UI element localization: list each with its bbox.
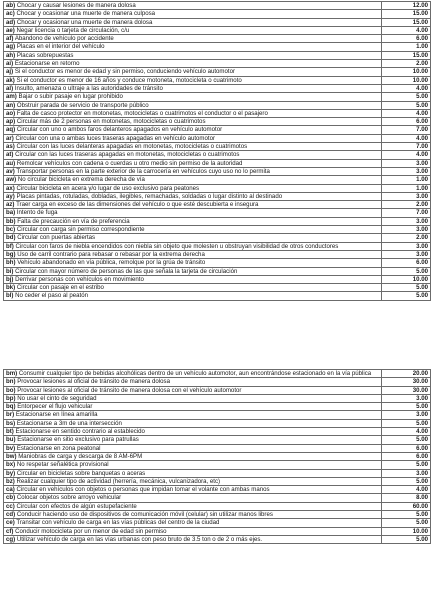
- fine-description-cell: [4, 469, 382, 477]
- fine-description-cell: [4, 201, 382, 209]
- fine-amount: 3.00: [382, 192, 431, 200]
- fine-description: Falta de precaución en vía de preferencia: [17, 217, 130, 225]
- fine-code: ak): [6, 76, 15, 84]
- fine-code: ba): [6, 209, 16, 217]
- fine-description-cell: [4, 292, 382, 300]
- fine-description: Provocar lesiones al oficial de tránsito de manera dolosa: [17, 378, 170, 386]
- fine-row: [4, 2, 431, 10]
- fine-description-cell: [4, 10, 382, 18]
- fine-code: aj): [6, 68, 14, 76]
- fine-code: bz): [6, 477, 15, 485]
- fine-amount: 5.00: [382, 267, 431, 275]
- fine-code: cb): [6, 494, 16, 502]
- fine-description: Circular con puertas abiertas: [17, 234, 96, 242]
- fine-description: Transitar con vehículo de carga en las vías públicas del centro de la ciudad: [16, 519, 220, 527]
- fine-code: az): [6, 201, 15, 209]
- fine-description-cell: [4, 275, 382, 283]
- fine-row: [4, 250, 431, 258]
- fine-description: No usar el cinto de seguridad: [17, 394, 97, 402]
- fine-row: [4, 126, 431, 134]
- fine-code: bi): [6, 267, 14, 275]
- fine-description-cell: [4, 167, 382, 175]
- fine-description-cell: [4, 176, 382, 184]
- fine-description-cell: [4, 93, 382, 101]
- fine-amount: 1.00: [382, 184, 431, 192]
- fine-row: [4, 411, 431, 419]
- fine-description: Circular con faros de niebla encendidos con niebla sin objeto que molesten u obstruyan visibilidad de otros conductores: [15, 242, 339, 250]
- fines-table-top: [3, 1, 431, 301]
- fine-description: Transportar personas en la parte exterior de la carrocería en vehículos cuyo uso no lo permita: [16, 167, 270, 175]
- fine-row: [4, 394, 431, 402]
- fine-code: bh): [6, 259, 16, 267]
- fine-amount: 2.00: [382, 60, 431, 68]
- fine-row: [4, 386, 431, 394]
- fine-code: cf): [6, 527, 14, 535]
- fine-row: [4, 511, 431, 519]
- fine-row: [4, 76, 431, 84]
- fine-row: [4, 84, 431, 92]
- fine-row: [4, 68, 431, 76]
- fine-code: ai): [6, 60, 14, 68]
- fine-amount: 1.00: [382, 43, 431, 51]
- fine-amount: 10.00: [382, 76, 431, 84]
- fine-description: Placas pintadas, rotuladas, dobladas, ilegibles, remachadas, soldadas o lugar distinto al destinado: [16, 192, 283, 200]
- fine-row: [4, 494, 431, 502]
- fine-row: [4, 519, 431, 527]
- fine-description: Chocar y causar lesiones de manera dolosa: [16, 2, 136, 9]
- fine-description-cell: [4, 234, 382, 242]
- fine-code: ao): [6, 109, 16, 117]
- fine-description: Circular con las luces traseras apagadas en motonetas, motocicletas o cuatrimotos: [15, 151, 240, 159]
- fine-amount: 5.00: [382, 93, 431, 101]
- fine-description: Circular más de 2 personas en motonetas, motocicletas o cuatrimotos: [16, 118, 206, 126]
- fine-code: bt): [6, 428, 14, 436]
- fine-description-cell: [4, 118, 382, 126]
- fine-amount: 4.00: [382, 84, 431, 92]
- fine-description: Obstruir parada de servicio de transporte público: [16, 101, 149, 109]
- fine-amount: 3.00: [382, 469, 431, 477]
- fine-description-cell: [4, 226, 382, 234]
- fine-description-cell: [4, 535, 382, 543]
- fine-description-cell: [4, 461, 382, 469]
- fine-description-cell: [4, 411, 382, 419]
- fine-description-cell: [4, 60, 382, 68]
- fine-row: [4, 370, 431, 378]
- fine-code: bj): [6, 275, 14, 283]
- fine-row: [4, 184, 431, 192]
- fine-amount: 3.00: [382, 394, 431, 402]
- fine-row: [4, 101, 431, 109]
- fine-description: Insulto, amenaza o ultraje a las autoridades de tránsito: [14, 84, 163, 92]
- fine-description: Traer carga en exceso de las dimensiones del vehículo o que esté descubierta e insegura: [16, 201, 259, 209]
- fine-row: [4, 217, 431, 225]
- fine-row: [4, 93, 431, 101]
- fine-description-cell: [4, 84, 382, 92]
- fine-code: al): [6, 84, 14, 92]
- fine-amount: 8.00: [382, 494, 431, 502]
- fine-row: [4, 234, 431, 242]
- fine-amount: 10.00: [382, 68, 431, 76]
- fine-description-cell: [4, 68, 382, 76]
- fine-row: [4, 60, 431, 68]
- fine-description: No respetar señalética provisional: [16, 461, 109, 469]
- fine-amount: 5.00: [382, 284, 431, 292]
- fine-amount: 6.00: [382, 444, 431, 452]
- fine-amount: 3.00: [382, 159, 431, 167]
- fine-amount: 3.00: [382, 411, 431, 419]
- fine-amount: 10.00: [382, 527, 431, 535]
- fine-description: Provocar lesiones al oficial de tránsito de manera dolosa con el vehículo automotor: [17, 386, 242, 394]
- fine-code: bx): [6, 461, 16, 469]
- fine-description-cell: [4, 428, 382, 436]
- fine-code: ar): [6, 134, 14, 142]
- fine-code: bd): [6, 234, 16, 242]
- fine-description-cell: [4, 378, 382, 386]
- fine-description: Si el conductor es menor de edad y sin permiso, conduciendo vehículo automotor: [14, 68, 236, 76]
- fine-code: bb): [6, 217, 16, 225]
- fine-code: cd): [6, 511, 16, 519]
- fine-description-cell: [4, 511, 382, 519]
- fine-row: [4, 267, 431, 275]
- fine-amount: 4.00: [382, 486, 431, 494]
- fine-description: Vehículo abandonado en vía pública, remolque por la grúa de tránsito: [17, 259, 206, 267]
- fine-row: [4, 436, 431, 444]
- fine-description-cell: [4, 109, 382, 117]
- fine-amount: 4.00: [382, 109, 431, 117]
- fine-description: Circular con efectos de algún estupefaciente: [16, 502, 137, 510]
- fine-row: [4, 444, 431, 452]
- fine-description: Estacionarse en zona peatonal: [16, 444, 101, 452]
- fine-row: [4, 118, 431, 126]
- fine-code: by): [6, 469, 16, 477]
- fine-row: [4, 284, 431, 292]
- fine-description: Estacionarse en sentido contrario al establecido: [15, 428, 145, 436]
- fine-code: br): [6, 411, 15, 419]
- fine-amount: 3.00: [382, 250, 431, 258]
- fine-description-cell: [4, 35, 382, 43]
- fine-row: [4, 201, 431, 209]
- fine-description-cell: [4, 242, 382, 250]
- fine-amount: 4.00: [382, 26, 431, 34]
- fine-row: [4, 226, 431, 234]
- fine-code: bp): [6, 394, 16, 402]
- fine-amount: 6.00: [382, 259, 431, 267]
- fine-code: ah): [6, 51, 16, 59]
- fine-code: ay): [6, 192, 15, 200]
- fine-amount: 30.00: [382, 386, 431, 394]
- fine-code: aq): [6, 126, 16, 134]
- fine-description: Conducir motocicleta por un menor de edad sin permiso: [15, 527, 167, 535]
- fine-description: Estacionarse en sitio exclusivo para patrullas: [17, 436, 139, 444]
- fine-description: Realizar cualquier tipo de actividad (herrería, mecánica, vulcanizadora, etc): [16, 477, 221, 485]
- fine-code: as): [6, 143, 15, 151]
- fine-row: [4, 403, 431, 411]
- fine-amount: 10.00: [382, 275, 431, 283]
- fine-description-cell: [4, 284, 382, 292]
- fine-code: am): [6, 93, 17, 101]
- fine-description-cell: [4, 494, 382, 502]
- fine-row: [4, 109, 431, 117]
- fine-description-cell: [4, 370, 382, 378]
- fine-row: [4, 535, 431, 543]
- fine-code: cg): [6, 535, 16, 543]
- fine-amount: 4.00: [382, 134, 431, 142]
- fine-code: bk): [6, 284, 16, 292]
- fine-description-cell: [4, 419, 382, 427]
- fine-amount: 6.00: [382, 452, 431, 460]
- fine-amount: 3.00: [382, 242, 431, 250]
- fine-description: Consumir cualquier tipo de bebidas alcohólicas dentro de un vehículo automotor, aun encontrándose estacionado en la vía pública: [18, 370, 372, 377]
- fine-description: Circular con mayor número de personas de las que señala la tarjeta de circulación: [15, 267, 238, 275]
- fine-description-cell: [4, 486, 382, 494]
- fine-row: [4, 176, 431, 184]
- fine-code: an): [6, 101, 16, 109]
- fine-description-cell: [4, 519, 382, 527]
- fine-code: bf): [6, 242, 14, 250]
- fine-amount: 3.00: [382, 217, 431, 225]
- fine-description: No ceder el paso al peatón: [15, 292, 88, 300]
- fine-description: Estacionarse en línea amarilla: [15, 411, 98, 419]
- fine-description: Chocar y ocasionar una muerte de manera culposa: [16, 10, 156, 18]
- fine-code: bl): [6, 292, 14, 300]
- fine-row: [4, 151, 431, 159]
- fine-code: cc): [6, 502, 15, 510]
- fine-amount: 5.00: [382, 461, 431, 469]
- fine-row: [4, 51, 431, 59]
- fine-description-cell: [4, 250, 382, 258]
- fine-amount: 30.00: [382, 378, 431, 386]
- fine-code: aw): [6, 176, 17, 184]
- fine-description-cell: [4, 2, 382, 10]
- fine-row: [4, 461, 431, 469]
- fine-description-cell: [4, 477, 382, 485]
- fine-amount: 5.00: [382, 519, 431, 527]
- fine-amount: 5.00: [382, 477, 431, 485]
- fine-description-cell: [4, 76, 382, 84]
- fine-row: [4, 292, 431, 300]
- fine-description-cell: [4, 43, 382, 51]
- fine-description-cell: [4, 151, 382, 159]
- fine-amount: 5.00: [382, 403, 431, 411]
- fine-code: ce): [6, 519, 15, 527]
- fine-description: Estacionarse en retorno: [14, 60, 80, 68]
- fine-amount: 5.00: [382, 511, 431, 519]
- fine-description-cell: [4, 26, 382, 34]
- fine-description-cell: [4, 403, 382, 411]
- fine-description-cell: [4, 527, 382, 535]
- fine-code: ad): [6, 18, 16, 26]
- fine-description-cell: [4, 143, 382, 151]
- fine-description: Circular en bicicletas sobre banquetas o aceras: [16, 469, 146, 477]
- fine-description-cell: [4, 192, 382, 200]
- fine-description-cell: [4, 394, 382, 402]
- fine-code: bm): [6, 370, 18, 377]
- fine-amount: 4.00: [382, 428, 431, 436]
- fine-description: Abandono de vehículo por accidente: [14, 35, 114, 43]
- fine-code: bg): [6, 250, 16, 258]
- fine-description-cell: [4, 436, 382, 444]
- fine-code: av): [6, 167, 15, 175]
- fine-description: Chocar y ocasionar una muerte de manera dolosa: [16, 18, 153, 26]
- fine-row: [4, 35, 431, 43]
- fine-amount: 7.00: [382, 143, 431, 151]
- fine-description: Si el conductor es menor de 16 años y conduce motoneta, motocicleta o cuatrimoto: [16, 76, 242, 84]
- fine-code: ae): [6, 26, 15, 34]
- fine-description: Circular con las luces delanteras apagadas en motonetas, motocicletas o cuatrimotos: [16, 143, 248, 151]
- fine-description: Conducir haciendo uso de dispositivos de comunicación móvil (celular) sin utilizar manos libres: [16, 511, 273, 519]
- fine-row: [4, 452, 431, 460]
- fine-row: [4, 43, 431, 51]
- fine-description: Falta de casco protector en motonetas, motocicletas o cuatrimotos el conductor o el pasajero: [16, 109, 268, 117]
- fine-description: Circular con pasaje en el estribo: [16, 284, 104, 292]
- fine-amount: 5.00: [382, 419, 431, 427]
- fine-description: Derrivar personas con vehículos en movimiento: [15, 275, 144, 283]
- fine-amount: 2.00: [382, 201, 431, 209]
- fine-code: bo): [6, 386, 16, 394]
- fine-row: [4, 159, 431, 167]
- fine-row: [4, 486, 431, 494]
- fine-description-cell: [4, 217, 382, 225]
- fine-code: ab): [6, 2, 16, 9]
- fine-description-cell: [4, 101, 382, 109]
- fine-description-cell: [4, 502, 382, 510]
- fine-code: ca): [6, 486, 15, 494]
- fine-description: No circular bicicleta en extrema derecha de vía: [17, 176, 145, 184]
- fine-row: [4, 378, 431, 386]
- fine-description: Entorpecer el flujo vehicular: [17, 403, 93, 411]
- fine-amount: 7.00: [382, 126, 431, 134]
- fine-description-cell: [4, 126, 382, 134]
- fines-table-bottom: [3, 369, 431, 544]
- fine-description: Circular en vehículos con objetos o personas que impidan tomar el volante con ambas manos: [16, 486, 270, 494]
- fine-code: ax): [6, 184, 15, 192]
- fine-amount: 15.00: [382, 51, 431, 59]
- fine-description-cell: [4, 51, 382, 59]
- fine-description: Circular con carga sin permiso correspondiente: [16, 226, 145, 234]
- fine-row: [4, 275, 431, 283]
- fine-amount: 2.00: [382, 234, 431, 242]
- fine-description: Intento de fuga: [16, 209, 58, 217]
- fine-row: [4, 419, 431, 427]
- fine-description: Circular con uno o ambos faros delanteros apagados en vehículo automotor: [16, 126, 223, 134]
- fine-row: [4, 167, 431, 175]
- fine-row: [4, 259, 431, 267]
- fine-row: [4, 527, 431, 535]
- fine-description-cell: [4, 209, 382, 217]
- fine-code: ag): [6, 43, 16, 51]
- fine-amount: 20.00: [382, 370, 431, 378]
- fine-description: Remolcar vehículos con cadena o cuerdas u otro medio sin permiso de la autoridad: [16, 159, 243, 167]
- fine-description: Utilizar vehículo de carga en las vías urbanas con peso bruto de 3.5 ton o de 2 o más ejes.: [16, 535, 263, 543]
- fine-row: [4, 469, 431, 477]
- fine-amount: 5.00: [382, 535, 431, 543]
- fine-description-cell: [4, 134, 382, 142]
- fine-amount: 5.00: [382, 292, 431, 300]
- fine-description: Bajar o subir pasaje en lugar prohibido: [18, 93, 123, 101]
- fine-row: [4, 18, 431, 26]
- fine-row: [4, 192, 431, 200]
- fine-amount: 5.00: [382, 436, 431, 444]
- fine-description: Colocar objetos sobre arroyo vehicular: [16, 494, 122, 502]
- fine-description-cell: [4, 267, 382, 275]
- fine-description: Maniobras de carga y descarga de 8 AM-6PM: [18, 452, 143, 460]
- fine-description: Uso de carril contrario para rebasar o rebasar por la extrema derecha: [17, 250, 205, 258]
- fine-description: Placas sobrepuestas: [16, 51, 74, 59]
- fine-row: [4, 10, 431, 18]
- fine-description-cell: [4, 159, 382, 167]
- fine-description-cell: [4, 259, 382, 267]
- fine-code: bn): [6, 378, 16, 386]
- fine-code: bc): [6, 226, 16, 234]
- fine-row: [4, 26, 431, 34]
- fine-row: [4, 242, 431, 250]
- fine-code: bq): [6, 403, 16, 411]
- fine-code: ac): [6, 10, 15, 18]
- fine-code: au): [6, 159, 16, 167]
- fine-amount: 6.00: [382, 35, 431, 43]
- fine-description: Placas en el interior del vehículo: [16, 43, 105, 51]
- fine-amount: 5.00: [382, 101, 431, 109]
- fine-code: bv): [6, 444, 16, 452]
- fine-amount: 12.00: [382, 2, 431, 10]
- fine-code: bw): [6, 452, 17, 460]
- fine-description-cell: [4, 386, 382, 394]
- fine-description-cell: [4, 444, 382, 452]
- fine-amount: 3.00: [382, 226, 431, 234]
- fine-code: af): [6, 35, 14, 43]
- fine-amount: 7.00: [382, 209, 431, 217]
- fine-amount: 6.00: [382, 118, 431, 126]
- fine-description-cell: [4, 18, 382, 26]
- fine-row: [4, 428, 431, 436]
- fine-description: Circular con una o ambas luces traseras apagadas en vehículo automotor: [15, 134, 216, 142]
- fine-row: [4, 143, 431, 151]
- fine-description-cell: [4, 184, 382, 192]
- fine-code: bu): [6, 436, 16, 444]
- fine-description-cell: [4, 452, 382, 460]
- fine-amount: 60.00: [382, 502, 431, 510]
- fine-description: Circular bicicleta en acera y/o lugar de uso exclusivo para peatones: [16, 184, 200, 192]
- fine-code: ap): [6, 118, 16, 126]
- fine-amount: 1.00: [382, 176, 431, 184]
- fine-description: Negar licencia o tarjeta de circulación, c/u: [16, 26, 130, 34]
- fine-amount: 15.00: [382, 18, 431, 26]
- fine-code: at): [6, 151, 14, 159]
- fine-amount: 15.00: [382, 10, 431, 18]
- fine-code: bs): [6, 419, 16, 427]
- fine-row: [4, 134, 431, 142]
- fine-amount: 3.00: [382, 167, 431, 175]
- fine-description: Estacionarse a 3m de una intersección: [16, 419, 122, 427]
- fine-amount: 4.00: [382, 151, 431, 159]
- fine-row: [4, 477, 431, 485]
- fine-row: [4, 209, 431, 217]
- fine-row: [4, 502, 431, 510]
